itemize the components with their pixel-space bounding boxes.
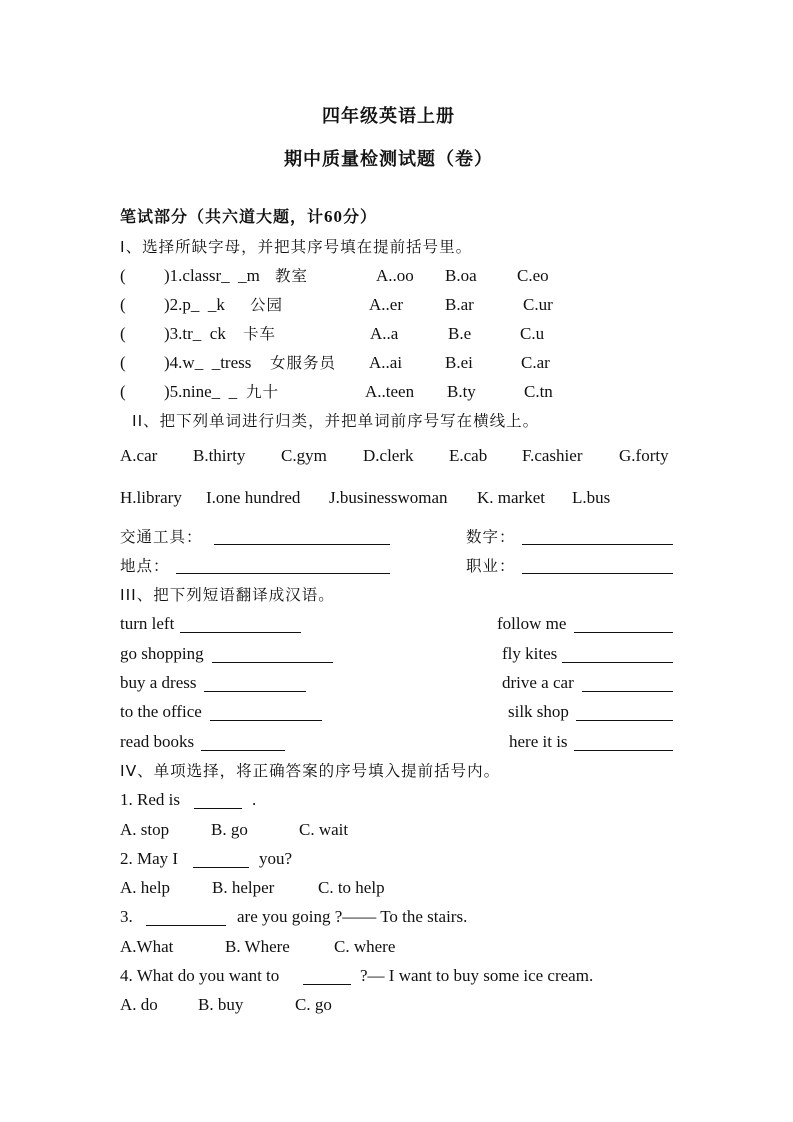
item-word: )1.classr_ _m: [164, 266, 260, 285]
option-b: B.oa: [445, 266, 477, 285]
item-word: )4.w_ _tress: [164, 353, 252, 372]
item-chinese: 公园: [250, 296, 284, 314]
option-b: B.ar: [445, 295, 474, 314]
question-text: ?— I want to buy some ice cream.: [360, 966, 594, 985]
category-label: 交通工具：: [120, 528, 203, 546]
translation-line[interactable]: [201, 750, 285, 751]
question-option: A. help: [120, 878, 171, 897]
word-option: C.gym: [281, 446, 327, 465]
question-blank[interactable]: [193, 867, 249, 868]
option-a: A..ai: [369, 353, 403, 372]
question-option: B. go: [211, 820, 248, 839]
word-option: I.one hundred: [206, 488, 301, 507]
translation-line[interactable]: [582, 691, 673, 692]
question-option: A. stop: [120, 820, 170, 839]
item-chinese: 卡车: [243, 325, 277, 343]
option-c: C.ur: [523, 295, 553, 314]
word-option: L.bus: [572, 488, 611, 507]
question-text: 1. Red is: [120, 790, 180, 809]
phrase: fly kites: [502, 644, 558, 663]
written-section-points: 60: [324, 207, 344, 226]
question-option: C. to help: [318, 878, 385, 897]
translation-line[interactable]: [562, 662, 673, 663]
option-a: A..er: [369, 295, 403, 314]
option-a: A..oo: [376, 266, 414, 285]
question-option: B. Where: [225, 937, 290, 956]
section2-heading: II、把下列单词进行归类，并把单词前序号写在横线上。: [132, 412, 540, 430]
question-option: A. do: [120, 995, 158, 1014]
translation-line[interactable]: [210, 720, 322, 721]
section1-heading: I、选择所缺字母，并把其序号填在提前括号里。: [120, 238, 473, 256]
option-b: B.ty: [447, 382, 476, 401]
phrase: follow me: [497, 614, 567, 633]
question-option: C. where: [334, 937, 396, 956]
phrase: turn left: [120, 614, 175, 633]
answer-paren[interactable]: (: [120, 295, 126, 314]
item-word: )5.nine_ _: [164, 382, 238, 401]
question-option: A.What: [120, 937, 174, 956]
option-a: A..teen: [365, 382, 415, 401]
question-text: 2. May I: [120, 849, 179, 868]
item-chinese: 女服务员: [270, 354, 337, 372]
question-text: 3.: [120, 907, 133, 926]
option-b: B.e: [448, 324, 472, 343]
word-option: E.cab: [449, 446, 488, 465]
written-section-header: [120, 207, 377, 227]
phrase: here it is: [509, 732, 568, 751]
question-option: C. go: [295, 995, 332, 1014]
translation-line[interactable]: [180, 632, 301, 633]
option-c: C.eo: [517, 266, 549, 285]
word-option: J.businesswoman: [329, 488, 448, 507]
translation-line[interactable]: [212, 662, 333, 663]
question-text: you?: [259, 849, 293, 868]
section3-heading: III、把下列短语翻译成汉语。: [120, 586, 335, 604]
option-a: A..a: [370, 324, 399, 343]
category-answer-line[interactable]: [176, 573, 390, 574]
category-label: 数字：: [466, 528, 516, 546]
phrase: buy a dress: [120, 673, 197, 692]
phrase: silk shop: [508, 702, 569, 721]
translation-line[interactable]: [204, 691, 306, 692]
question-blank[interactable]: [194, 808, 242, 809]
answer-paren[interactable]: (: [120, 266, 126, 285]
category-label: 职业：: [466, 557, 516, 575]
written-section-pre: 笔试部分（共六道大题，计: [120, 207, 325, 226]
item-chinese: 教室: [275, 267, 309, 285]
answer-paren[interactable]: (: [120, 353, 126, 372]
option-c: C.u: [520, 324, 545, 343]
question-text: are you going ?—— To the stairs.: [237, 907, 468, 926]
translation-line[interactable]: [576, 720, 673, 721]
option-c: C.tn: [524, 382, 553, 401]
word-option: D.clerk: [363, 446, 414, 465]
question-option: B. helper: [212, 878, 275, 897]
option-b: B.ei: [445, 353, 473, 372]
word-option: G.forty: [619, 446, 669, 465]
question-blank[interactable]: [146, 925, 226, 926]
word-option: H.library: [120, 488, 182, 507]
item-word: )2.p_ _k: [164, 295, 225, 314]
item-chinese: 九十: [246, 383, 280, 401]
phrase: read books: [120, 732, 195, 751]
word-option: F.cashier: [522, 446, 583, 465]
category-answer-line[interactable]: [522, 573, 673, 574]
answer-paren[interactable]: (: [120, 382, 126, 401]
word-option: K. market: [477, 488, 545, 507]
translation-line[interactable]: [574, 750, 673, 751]
question-text: 4. What do you want to: [120, 966, 280, 985]
question-option: B. buy: [198, 995, 244, 1014]
phrase: to the office: [120, 702, 202, 721]
section4-heading: IV、单项选择，将正确答案的序号填入提前括号内。: [120, 762, 501, 780]
page-subtitle: 期中质量检测试题（卷）: [284, 149, 493, 170]
category-answer-line[interactable]: [522, 544, 673, 545]
item-word: )3.tr_ ck: [164, 324, 226, 343]
category-answer-line[interactable]: [214, 544, 390, 545]
word-option: B.thirty: [193, 446, 246, 465]
question-blank[interactable]: [303, 984, 351, 985]
phrase: go shopping: [120, 644, 204, 663]
phrase: drive a car: [502, 673, 574, 692]
category-label: 地点：: [120, 557, 170, 575]
translation-line[interactable]: [574, 632, 673, 633]
question-text: .: [252, 790, 257, 809]
word-option: A.car: [120, 446, 158, 465]
question-option: C. wait: [299, 820, 349, 839]
option-c: C.ar: [521, 353, 550, 372]
page-title: 四年级英语上册: [322, 106, 455, 127]
answer-paren[interactable]: (: [120, 324, 126, 343]
written-section-post: 分）: [343, 207, 378, 226]
